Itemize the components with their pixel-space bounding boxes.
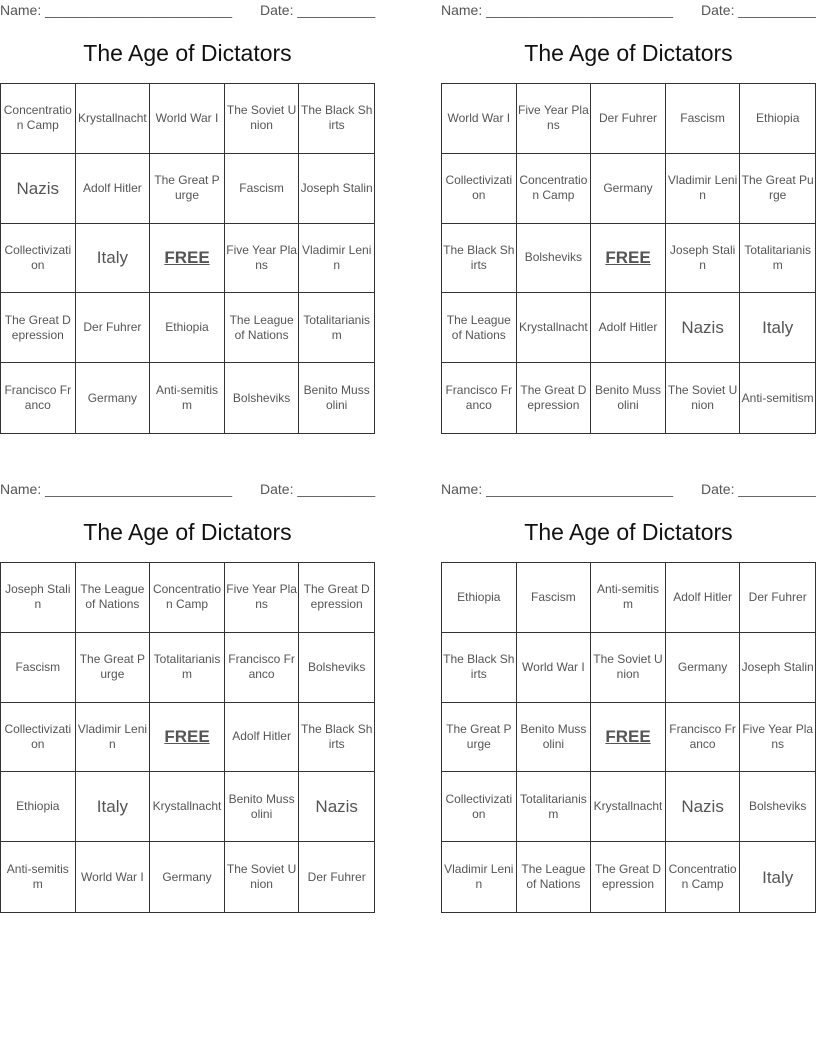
bingo-cell: Krystallnacht [517, 293, 592, 363]
bingo-cell: The Black Shirts [299, 84, 374, 154]
bingo-cell: Ethiopia [442, 563, 517, 633]
bingo-cell: Nazis [666, 293, 741, 363]
bingo-cell: Ethiopia [1, 772, 76, 842]
bingo-cell: Totalitarianism [150, 633, 225, 703]
bingo-cell: The Great Depression [1, 293, 76, 363]
bingo-cell: World War I [517, 633, 592, 703]
bingo-cell: Francisco Franco [225, 633, 300, 703]
bingo-cell: World War I [76, 842, 151, 912]
bingo-cell: Anti-semitism [591, 563, 666, 633]
bingo-cell: Five Year Plans [225, 563, 300, 633]
free-space: FREE [150, 224, 225, 294]
bingo-cell: Der Fuhrer [740, 563, 815, 633]
bingo-cell: Benito Mussolini [591, 363, 666, 433]
bingo-cell: Benito Mussolini [517, 703, 592, 773]
bingo-cell: Bolsheviks [740, 772, 815, 842]
date-field: Date: __________ [701, 481, 816, 497]
card-title: The Age of Dictators [524, 519, 733, 545]
bingo-cell: Concentration Camp [666, 842, 741, 912]
bingo-cell: Five Year Plans [225, 224, 300, 294]
bingo-card-2 [441, 0, 816, 440]
bingo-cell: Italy [740, 293, 815, 363]
bingo-grid [0, 562, 375, 913]
bingo-cell: Krystallnacht [150, 772, 225, 842]
bingo-cell: Ethiopia [740, 84, 815, 154]
bingo-cell: Ethiopia [150, 293, 225, 363]
bingo-cell: Adolf Hitler [591, 293, 666, 363]
free-space: FREE [591, 224, 666, 294]
card-title: The Age of Dictators [83, 519, 292, 545]
bingo-cell: Vladimir Lenin [666, 154, 741, 224]
free-space: FREE [150, 703, 225, 773]
bingo-cell: The League of Nations [442, 293, 517, 363]
bingo-cell: Germany [150, 842, 225, 912]
bingo-cell: Totalitarianism [299, 293, 374, 363]
date-field: Date: __________ [260, 2, 376, 18]
bingo-cell: Bolsheviks [517, 224, 592, 294]
bingo-cell: Bolsheviks [225, 363, 300, 433]
bingo-cell: The Black Shirts [442, 224, 517, 294]
date-field: Date: __________ [701, 2, 816, 18]
bingo-cell: Collectivization [442, 772, 517, 842]
bingo-grid [0, 83, 375, 434]
bingo-cell: Krystallnacht [76, 84, 151, 154]
bingo-cell: Germany [76, 363, 151, 433]
bingo-cell: Italy [762, 867, 794, 887]
name-field: Name: ________________________ [0, 2, 232, 18]
bingo-cell: Der Fuhrer [591, 84, 666, 154]
bingo-cell: Adolf Hitler [76, 154, 151, 224]
date-field: Date: __________ [260, 481, 376, 497]
bingo-cell: The Soviet Union [591, 633, 666, 703]
bingo-cell: The Soviet Union [225, 842, 300, 912]
bingo-cell: The League of Nations [76, 563, 151, 633]
bingo-cell: Krystallnacht [591, 772, 666, 842]
bingo-cell: Francisco Franco [666, 703, 741, 773]
card-title: The Age of Dictators [83, 40, 292, 66]
bingo-cell: Five Year Plans [517, 84, 592, 154]
bingo-cell: Bolsheviks [299, 633, 374, 703]
bingo-cell: Der Fuhrer [307, 869, 366, 884]
bingo-cell: The League of Nations [517, 842, 592, 912]
bingo-cell: Fascism [517, 563, 592, 633]
bingo-cell: Vladimir Lenin [76, 703, 151, 773]
bingo-cell: World War I [150, 84, 225, 154]
bingo-cell: Benito Mussolini [303, 383, 370, 413]
bingo-cell: The Great Depression [591, 842, 666, 912]
bingo-grid [441, 83, 816, 434]
bingo-cell: Concentration Camp [1, 84, 76, 154]
bingo-cell: The League of Nations [225, 293, 300, 363]
bingo-card-1 [0, 0, 375, 440]
bingo-cell: Fascism [225, 154, 300, 224]
name-field: Name: ________________________ [0, 481, 232, 497]
name-field: Name: ________________________ [441, 2, 673, 18]
bingo-cell: Joseph Stalin [299, 154, 374, 224]
bingo-cell: Der Fuhrer [76, 293, 151, 363]
bingo-cell: Germany [591, 154, 666, 224]
bingo-cell: Collectivization [1, 703, 76, 773]
bingo-cell: Joseph Stalin [740, 633, 815, 703]
bingo-cell: The Soviet Union [666, 363, 741, 433]
bingo-cell: Fascism [1, 633, 76, 703]
bingo-cell: The Great Purge [442, 703, 517, 773]
bingo-cell: The Great Purge [150, 154, 225, 224]
bingo-cell: Nazis [666, 772, 741, 842]
bingo-cell: The Great Purge [76, 633, 151, 703]
bingo-cell: Collectivization [442, 154, 517, 224]
bingo-cell: Totalitarianism [740, 224, 815, 294]
bingo-cell: World War I [442, 84, 517, 154]
bingo-cell: Concentration Camp [517, 154, 592, 224]
bingo-grid [441, 562, 816, 913]
free-space: FREE [591, 703, 666, 773]
bingo-cell: The Soviet Union [225, 84, 300, 154]
bingo-cell: Nazis [1, 154, 76, 224]
bingo-cell: Collectivization [1, 224, 76, 294]
bingo-cell: The Great Purge [740, 154, 815, 224]
bingo-cell: Italy [76, 224, 151, 294]
bingo-cell: Anti-semitism [741, 390, 814, 405]
bingo-cell: Concentration Camp [150, 563, 225, 633]
bingo-cell: Joseph Stalin [666, 224, 741, 294]
bingo-cell: Adolf Hitler [666, 563, 741, 633]
bingo-cell: Adolf Hitler [225, 703, 300, 773]
bingo-cell: Joseph Stalin [1, 563, 76, 633]
bingo-cell: Vladimir Lenin [442, 842, 517, 912]
bingo-cell: Francisco Franco [1, 363, 76, 433]
bingo-cell: Anti-semitism [1, 842, 76, 912]
card-title: The Age of Dictators [524, 40, 733, 66]
bingo-cell: Five Year Plans [740, 703, 815, 773]
bingo-cell: The Great Depression [299, 563, 374, 633]
bingo-cell: The Black Shirts [442, 633, 517, 703]
bingo-cell: Vladimir Lenin [299, 224, 374, 294]
bingo-cell: Anti-semitism [150, 363, 225, 433]
bingo-cell: The Black Shirts [299, 703, 374, 773]
name-field: Name: ________________________ [441, 481, 673, 497]
bingo-cell: Italy [76, 772, 151, 842]
bingo-card-3 [0, 479, 375, 919]
bingo-cell: Nazis [299, 772, 374, 842]
bingo-cell: Fascism [666, 84, 741, 154]
bingo-cell: Germany [666, 633, 741, 703]
bingo-cell: The Great Depression [517, 363, 592, 433]
bingo-card-4 [441, 479, 816, 919]
bingo-cell: Benito Mussolini [225, 772, 300, 842]
bingo-cell: Totalitarianism [517, 772, 592, 842]
bingo-cell: Francisco Franco [442, 363, 517, 433]
